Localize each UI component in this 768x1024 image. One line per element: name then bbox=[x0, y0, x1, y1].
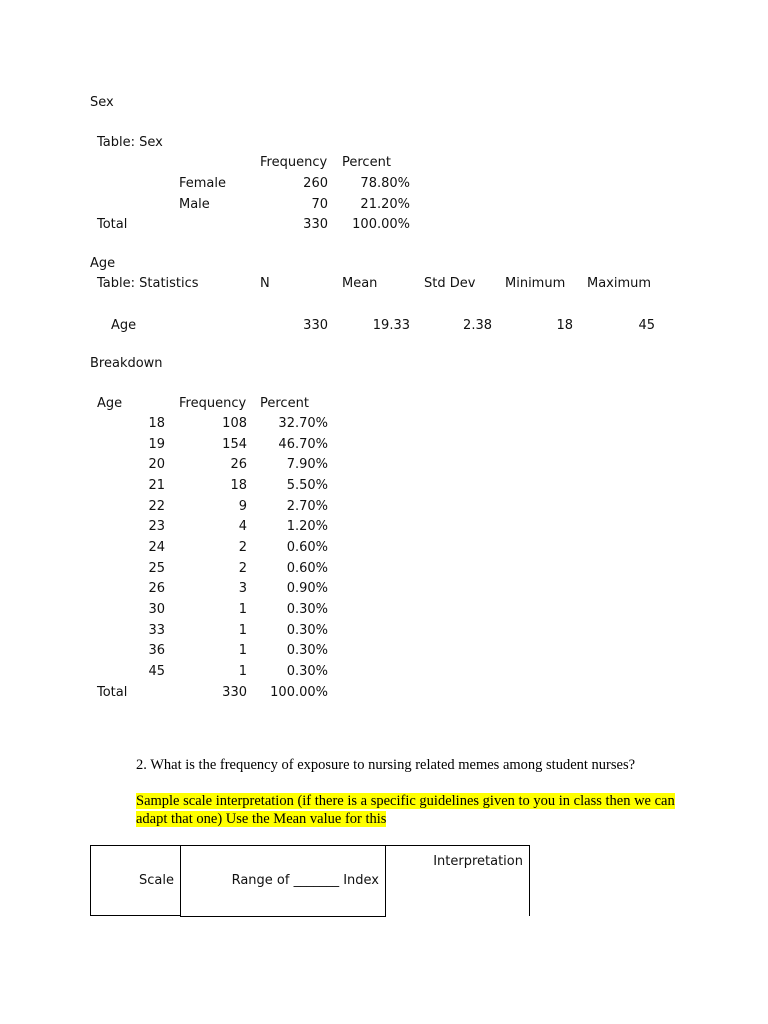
breakdown-age: 19 bbox=[148, 437, 165, 452]
breakdown-percent: 2.70% bbox=[286, 499, 328, 514]
breakdown-age: 23 bbox=[148, 519, 165, 534]
breakdown-age: 33 bbox=[148, 623, 165, 638]
breakdown-frequency: 18 bbox=[230, 478, 247, 493]
breakdown-age: 21 bbox=[148, 478, 165, 493]
stats-std-dev: 2.38 bbox=[463, 318, 492, 333]
breakdown-frequency: 1 bbox=[238, 602, 247, 617]
stats-row-label: Age bbox=[111, 318, 137, 333]
sex-header-frequency: Frequency bbox=[260, 155, 328, 170]
highlighted-instruction bbox=[136, 792, 676, 828]
sex-frequency: 260 bbox=[303, 176, 328, 191]
breakdown-percent: 7.90% bbox=[286, 457, 328, 472]
scale-bottom-border bbox=[90, 915, 180, 916]
sex-header-percent: Percent bbox=[342, 155, 391, 170]
highlight-text: Sample scale interpretation (if there is a specific guidelines given to you in class then we can adapt that one) Use the Mean value for this bbox=[136, 793, 675, 827]
breakdown-total-label: Total bbox=[97, 685, 128, 700]
breakdown-age: 36 bbox=[148, 643, 165, 658]
breakdown-header-age: Age bbox=[97, 396, 123, 411]
sex-total-percent: 100.00% bbox=[352, 217, 410, 232]
breakdown-age: 25 bbox=[148, 561, 165, 576]
breakdown-percent: 32.70% bbox=[278, 416, 328, 431]
stats-mean: 19.33 bbox=[372, 318, 410, 333]
sex-heading: Sex bbox=[90, 95, 114, 110]
breakdown-frequency: 1 bbox=[238, 623, 247, 638]
sex-frequency: 70 bbox=[311, 197, 328, 212]
stats-header-std-dev: Std Dev bbox=[424, 276, 476, 291]
breakdown-frequency: 9 bbox=[238, 499, 247, 514]
breakdown-heading: Breakdown bbox=[90, 356, 163, 371]
range-header: Range of _______ Index bbox=[231, 873, 379, 888]
interpretation-header: Interpretation bbox=[433, 854, 523, 869]
breakdown-frequency: 108 bbox=[222, 416, 247, 431]
breakdown-frequency: 26 bbox=[230, 457, 247, 472]
age-heading: Age bbox=[90, 256, 116, 271]
breakdown-frequency: 1 bbox=[238, 664, 247, 679]
stats-maximum: 45 bbox=[638, 318, 655, 333]
breakdown-age: 24 bbox=[148, 540, 165, 555]
breakdown-percent: 0.60% bbox=[286, 561, 328, 576]
scale-cell bbox=[90, 845, 181, 916]
breakdown-frequency: 1 bbox=[238, 643, 247, 658]
stats-header-minimum: Minimum bbox=[505, 276, 566, 291]
breakdown-age: 30 bbox=[148, 602, 165, 617]
breakdown-age: 45 bbox=[148, 664, 165, 679]
breakdown-percent: 1.20% bbox=[286, 519, 328, 534]
scale-interpretation-table bbox=[90, 845, 530, 917]
sex-percent: 78.80% bbox=[360, 176, 410, 191]
breakdown-percent: 0.60% bbox=[286, 540, 328, 555]
range-cell bbox=[180, 845, 386, 917]
sex-label: Female bbox=[179, 176, 227, 191]
stats-header-maximum: Maximum bbox=[587, 276, 652, 291]
breakdown-frequency: 2 bbox=[238, 561, 247, 576]
breakdown-percent: 0.30% bbox=[286, 602, 328, 617]
breakdown-header-percent: Percent bbox=[260, 396, 309, 411]
breakdown-frequency: 154 bbox=[222, 437, 247, 452]
breakdown-percent: 0.30% bbox=[286, 664, 328, 679]
breakdown-age: 20 bbox=[148, 457, 165, 472]
breakdown-percent: 0.90% bbox=[286, 581, 328, 596]
stats-n: 330 bbox=[303, 318, 328, 333]
breakdown-percent: 0.30% bbox=[286, 623, 328, 638]
stats-header-mean: Mean bbox=[342, 276, 378, 291]
breakdown-percent: 0.30% bbox=[286, 643, 328, 658]
sex-total-label: Total bbox=[97, 217, 128, 232]
sex-table-title: Table: Sex bbox=[97, 135, 163, 150]
stats-minimum: 18 bbox=[556, 318, 573, 333]
breakdown-total-percent: 100.00% bbox=[270, 685, 328, 700]
breakdown-frequency: 4 bbox=[238, 519, 247, 534]
sex-label: Male bbox=[179, 197, 210, 212]
breakdown-age: 26 bbox=[148, 581, 165, 596]
breakdown-age: 22 bbox=[148, 499, 165, 514]
breakdown-frequency: 2 bbox=[238, 540, 247, 555]
breakdown-age: 18 bbox=[148, 416, 165, 431]
sex-total-frequency: 330 bbox=[303, 217, 328, 232]
stats-table-title: Table: Statistics bbox=[97, 276, 199, 291]
breakdown-total-frequency: 330 bbox=[222, 685, 247, 700]
stats-header-n: N bbox=[260, 276, 270, 291]
breakdown-percent: 5.50% bbox=[286, 478, 328, 493]
scale-header: Scale bbox=[139, 873, 174, 888]
breakdown-percent: 46.70% bbox=[278, 437, 328, 452]
interpretation-cell bbox=[385, 845, 530, 916]
breakdown-header-frequency: Frequency bbox=[179, 396, 247, 411]
breakdown-frequency: 3 bbox=[238, 581, 247, 596]
question-text: 2. What is the frequency of exposure to nursing related memes among student nurses? bbox=[136, 757, 636, 773]
sex-percent: 21.20% bbox=[360, 197, 410, 212]
